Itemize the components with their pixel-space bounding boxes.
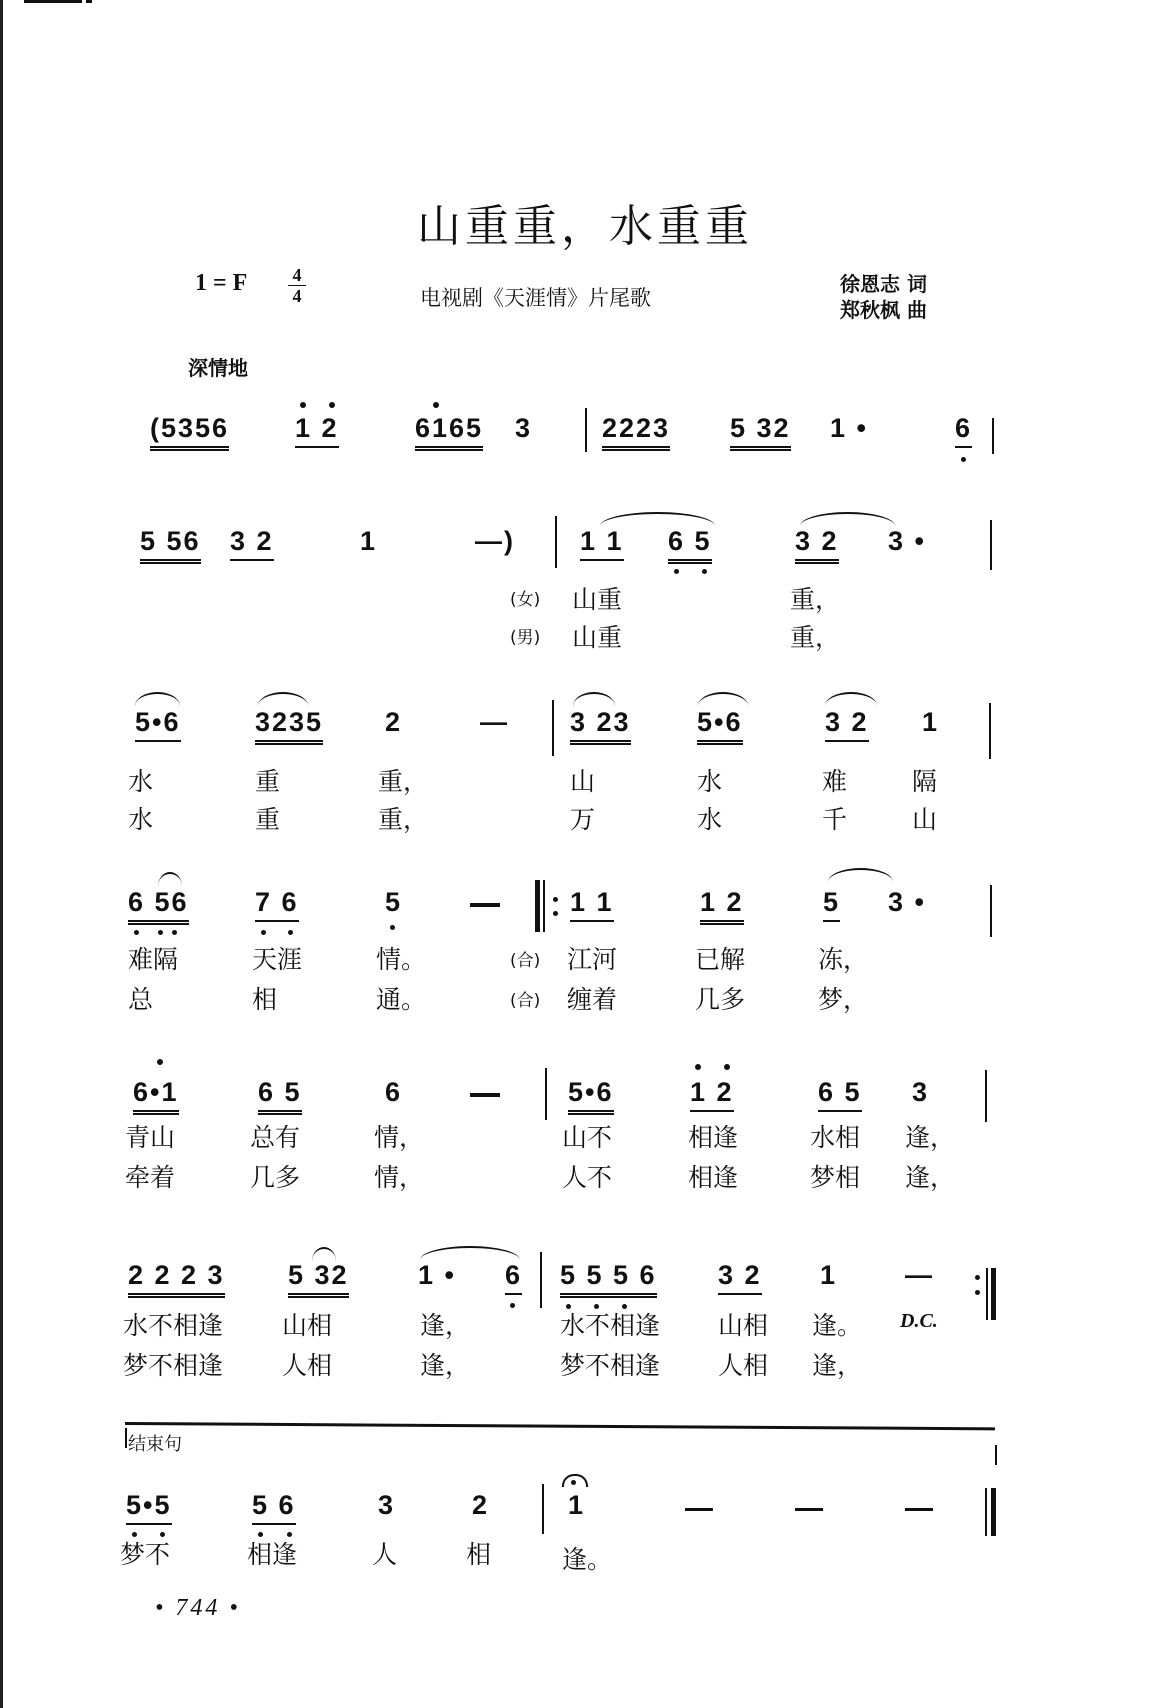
sustain-dash xyxy=(795,1508,823,1511)
note: 3 • xyxy=(888,887,926,917)
note: 1 xyxy=(922,707,940,737)
note-group: 5•6 xyxy=(135,707,181,742)
tempo-marking: 深情地 xyxy=(188,356,248,380)
note: 3 • xyxy=(888,526,926,556)
slur xyxy=(135,692,180,706)
lyric: 水 xyxy=(128,805,154,834)
lyric: 逢， xyxy=(420,1311,471,1340)
note-group: (5356 xyxy=(150,413,229,451)
bar-line xyxy=(990,520,992,570)
lyric: 逢， xyxy=(420,1351,471,1380)
lyric: 天涯 xyxy=(252,945,303,974)
note: 2 xyxy=(472,1490,490,1520)
bar-line xyxy=(992,418,994,454)
low-octave-dot xyxy=(134,930,139,935)
lyric: 逢。 xyxy=(562,1545,613,1574)
note-group: 1 2 xyxy=(690,1077,734,1112)
repeat-dot xyxy=(553,911,558,916)
repeat-dot xyxy=(975,1290,980,1295)
high-octave-dot xyxy=(157,1059,163,1065)
note-group: 5 32 xyxy=(288,1260,349,1298)
note-group: 1 1 xyxy=(570,887,614,922)
slur xyxy=(825,692,877,706)
lyric: 千 xyxy=(822,805,848,834)
slur xyxy=(420,1246,520,1260)
note: 5 xyxy=(385,887,403,917)
lyric: 逢， xyxy=(905,1123,956,1152)
note: 1 xyxy=(360,526,378,556)
lyric: 山重 xyxy=(572,623,623,652)
high-octave-dot xyxy=(300,402,306,408)
low-octave-dot xyxy=(961,457,966,462)
note: 6 xyxy=(955,413,972,448)
role-label-male: (男) xyxy=(510,628,541,648)
note-group: 1 2 xyxy=(700,887,744,925)
time-signature xyxy=(285,266,309,305)
lyric: 相 xyxy=(466,1540,492,1569)
lyric: 几多 xyxy=(250,1163,301,1192)
high-octave-dot xyxy=(433,402,439,408)
note-group: 5 56 xyxy=(140,526,201,564)
note-group: 6•1 xyxy=(133,1077,179,1115)
lyric: 山 xyxy=(570,767,596,796)
lyric: 隔 xyxy=(912,767,938,796)
sustain-dash xyxy=(905,1508,933,1511)
section-divider xyxy=(125,1422,995,1430)
lyric: 相逢 xyxy=(688,1163,739,1192)
lyric: 情， xyxy=(374,1163,425,1192)
note-group: 2223 xyxy=(602,413,670,451)
lyric: 几多 xyxy=(695,985,746,1014)
lyric: 相 xyxy=(252,985,278,1014)
note-group: 5 5 5 6 xyxy=(560,1260,657,1298)
note-group: 5 32 xyxy=(730,413,791,451)
page-number: • 744 • xyxy=(155,1595,241,1621)
song-title: 山重重，水重重 xyxy=(417,201,753,252)
bar-line xyxy=(552,700,554,756)
role-label-female: (女) xyxy=(510,590,541,610)
repeat-bar-start xyxy=(535,880,540,932)
high-octave-dot xyxy=(329,402,335,408)
lyric: 水不相逢 xyxy=(560,1311,661,1340)
lyric: 人 xyxy=(372,1540,398,1569)
repeat-bar-end-thin xyxy=(986,1268,988,1320)
sustain-dash xyxy=(685,1508,713,1511)
bar-line xyxy=(585,408,587,452)
bar-line xyxy=(985,1070,987,1122)
lyric: 难 xyxy=(822,767,848,796)
note: — xyxy=(905,1260,934,1290)
slur xyxy=(600,512,715,526)
role-label-chorus: (合) xyxy=(510,991,541,1011)
lyric: 梦不 xyxy=(120,1540,171,1569)
lyric: 青山 xyxy=(125,1123,176,1152)
bar-line xyxy=(540,1252,542,1308)
bar-line xyxy=(545,1068,547,1120)
high-octave-dot xyxy=(695,1064,701,1070)
coda-label: 结束句 xyxy=(128,1434,182,1455)
lyric: 山相 xyxy=(718,1311,769,1340)
lyric: 缠着 xyxy=(567,985,618,1014)
lyric: 已解 xyxy=(695,945,746,974)
composer-credit: 郑秋枫 曲 xyxy=(840,298,927,322)
lyric: 重， xyxy=(378,767,429,796)
lyric: 梦， xyxy=(818,985,869,1014)
note-group: 5•6 xyxy=(697,707,743,745)
sustain-dash xyxy=(470,903,500,907)
lyric: 逢， xyxy=(812,1351,863,1380)
note-group: 6 56 xyxy=(128,887,189,925)
note-group: 3235 xyxy=(255,707,323,745)
corner-mark xyxy=(86,0,92,3)
lyric: 重 xyxy=(255,805,281,834)
section-bracket xyxy=(125,1428,127,1448)
lyric: 水相 xyxy=(810,1123,861,1152)
note-group: 1 1 xyxy=(580,526,624,561)
sustain-dash xyxy=(470,1093,500,1097)
slur xyxy=(158,872,182,886)
note: 1 xyxy=(820,1260,838,1290)
high-octave-dot xyxy=(724,1064,730,1070)
lyric: 重， xyxy=(790,623,841,652)
lyric: 相逢 xyxy=(247,1540,298,1569)
note-group: 5•5 xyxy=(126,1490,172,1525)
lyric: 情， xyxy=(374,1123,425,1152)
low-octave-dot xyxy=(158,930,163,935)
low-octave-dot xyxy=(288,930,293,935)
page-edge xyxy=(0,0,3,1708)
note: — xyxy=(480,707,509,737)
bar-line xyxy=(990,885,992,937)
lyric: 梦不相逢 xyxy=(123,1351,224,1380)
note-group: 6 5 xyxy=(818,1077,862,1112)
note-group: 7 6 xyxy=(255,887,299,922)
note-group: 6 5 xyxy=(668,526,712,564)
note: 5 xyxy=(823,887,840,922)
time-sig-bottom: 4 xyxy=(292,286,302,306)
note-group: 3 2 xyxy=(795,526,839,564)
lyric: 人不 xyxy=(562,1163,613,1192)
note-group: 6 5 xyxy=(258,1077,302,1115)
note-group: 1 2 xyxy=(295,413,339,448)
fermata-dot xyxy=(571,1480,576,1485)
repeat-bar-start-thin xyxy=(543,880,545,932)
note-group: 3 2 xyxy=(718,1260,762,1295)
lyric: 江河 xyxy=(567,945,618,974)
lyric: 人相 xyxy=(282,1351,333,1380)
lyric: 牵着 xyxy=(125,1163,176,1192)
bar-line xyxy=(542,1484,544,1534)
note-group: 3 23 xyxy=(570,707,631,745)
note: 1 • xyxy=(830,413,868,443)
key-signature: 1 = F xyxy=(195,270,248,296)
lyric: 重 xyxy=(255,767,281,796)
lyric: 重， xyxy=(378,805,429,834)
lyric: 总 xyxy=(128,985,154,1014)
lyricist-credit: 徐恩志 词 xyxy=(840,272,927,296)
repeat-bar-end xyxy=(991,1268,996,1320)
bar-line xyxy=(989,703,991,759)
note: 6 xyxy=(385,1077,403,1107)
note: 1 xyxy=(568,1490,586,1520)
note-group: 3 2 xyxy=(825,707,869,742)
lyric: 水 xyxy=(697,767,723,796)
lyric: 山 xyxy=(912,805,938,834)
slur xyxy=(800,512,895,526)
note: 3 xyxy=(378,1490,396,1520)
bar-line xyxy=(555,516,557,568)
lyric: 水不相逢 xyxy=(123,1311,224,1340)
lyric: 总有 xyxy=(250,1123,301,1152)
lyric: 水 xyxy=(128,767,154,796)
low-octave-dot xyxy=(172,930,177,935)
lyric: 山相 xyxy=(282,1311,333,1340)
lyric: 逢。 xyxy=(812,1311,863,1340)
lyric: 水 xyxy=(697,805,723,834)
lyric: 山重 xyxy=(572,585,623,614)
lyric: 山不 xyxy=(562,1123,613,1152)
low-octave-dot xyxy=(510,1303,515,1308)
corner-mark xyxy=(24,0,82,3)
note-group: 5 6 xyxy=(252,1490,296,1525)
subtitle: 电视剧《天涯情》片尾歌 xyxy=(420,286,651,310)
section-bracket xyxy=(995,1445,997,1465)
role-label-chorus: (合) xyxy=(510,951,541,971)
lyric: 难隔 xyxy=(128,945,179,974)
lyric: 通。 xyxy=(376,985,427,1014)
lyric: 逢， xyxy=(905,1163,956,1192)
note: —) xyxy=(475,526,515,556)
low-octave-dot xyxy=(261,930,266,935)
lyric: 人相 xyxy=(718,1351,769,1380)
note: 2 xyxy=(385,707,403,737)
slur xyxy=(258,692,308,706)
slur xyxy=(573,692,615,706)
low-octave-dot xyxy=(674,569,679,574)
note-group: 6165 xyxy=(415,413,483,451)
note: 3 xyxy=(912,1077,930,1107)
note: 6 xyxy=(505,1260,522,1295)
lyric: 梦不相逢 xyxy=(560,1351,661,1380)
slur xyxy=(828,868,893,882)
low-octave-dot xyxy=(390,925,395,930)
slur xyxy=(698,692,748,706)
low-octave-dot xyxy=(702,569,707,574)
note: 3 xyxy=(515,413,533,443)
da-capo-marking: D.C. xyxy=(900,1310,938,1332)
note-group: 5•6 xyxy=(568,1077,614,1115)
repeat-dot xyxy=(975,1275,980,1280)
lyric: 万 xyxy=(570,805,596,834)
final-bar-thick xyxy=(991,1488,996,1536)
lyric: 相逢 xyxy=(688,1123,739,1152)
lyric: 情。 xyxy=(376,945,427,974)
lyric: 重， xyxy=(790,585,841,614)
final-bar-thin xyxy=(985,1488,987,1536)
lyric: 梦相 xyxy=(810,1163,861,1192)
time-sig-top: 4 xyxy=(292,265,302,285)
repeat-dot xyxy=(553,897,558,902)
note-group: 2 2 2 3 xyxy=(128,1260,225,1298)
note-group: 3 2 xyxy=(230,526,274,561)
note: 1 • xyxy=(418,1260,456,1290)
lyric: 冻， xyxy=(818,945,869,974)
slur xyxy=(312,1247,336,1261)
